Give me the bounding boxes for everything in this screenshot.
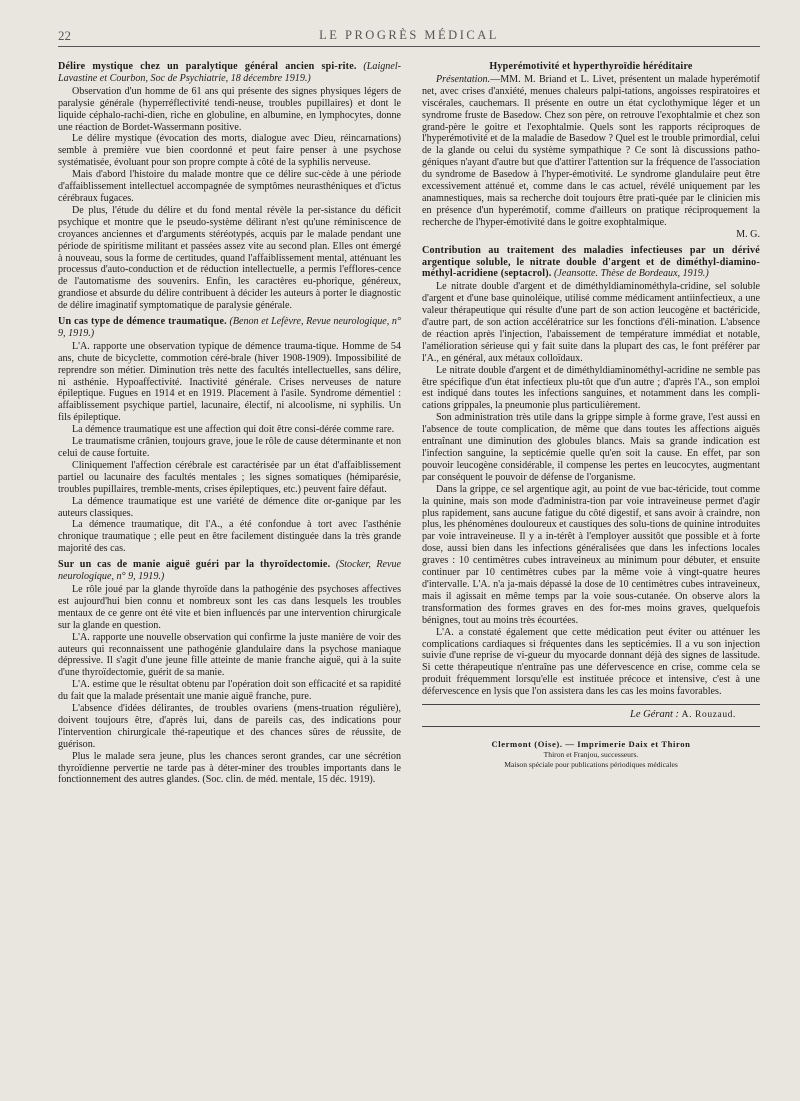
- paragraph: La démence traumatique est une variété de démence dite or-ganique par les auteurs classiques.: [58, 495, 401, 519]
- left-column: [58, 61, 401, 790]
- paragraph: L'absence d'idées délirantes, de troubles ovariens (mens-truation régulière), doivent toujours être, d'après lui, dans de pareils cas, des indications pour l'intervention chirurgicale thé-rapeutique et des chances sûres de réussite, de guérison.: [58, 703, 401, 750]
- paragraph: La démence traumatique est une affection qui doit être consi-dérée comme rare.: [72, 424, 395, 436]
- two-column-body: [58, 61, 760, 790]
- article-heading: [58, 559, 401, 583]
- presentation-label: Présentation.: [436, 73, 491, 85]
- article-manie-aigue: [58, 559, 401, 786]
- running-head: [58, 26, 760, 47]
- paragraph: Plus le malade sera jeune, plus les chances seront grandes, car une sécrétion thyroïdienne pervertie ne tarde pas à déter-miner des troubles importants dans le fonctionnement des autres glandes. (Soc. clin. de méd. mentale, 15 déc. 1919).: [58, 750, 401, 786]
- article-septacrol: [422, 245, 760, 698]
- printer-line: Thiron et Franjou, successeurs.: [543, 749, 639, 759]
- article-title: Contribution au traitement des maladies infectieuses par un dérivé argentique soluble, le nitrate double d'argent et de diméthyl-diamino-méthyl-acridiene (septacrol).: [422, 244, 760, 280]
- printer-line: Clermont (Oise). — Imprimerie Daix et Thiron: [491, 739, 691, 750]
- article-source: (Laignel-Lavastine et Courbon, Soc de Psychiatrie, 18 décembre 1919.): [58, 61, 401, 84]
- paragraph-text: —MM. M. Briand et L. Livet, présentent un malade hyperémotif net, avec crises d'anxiété, menues chaleurs palpi-tations, angoisses respiratoires et viscérales, cauchemars. Il présente en outre un état cyclothymique léger et un syndrome fruste de Basedow. Chez son père, on retrouve l'exophtalmie et chez son grand-père le goitre et l'exophtalmie. Quels sont les rapports réciproques de l'hyperémotivité et de la maladie de Basedow ? Quel est le trouble primordial, celui de la glande ou celui du système sympathique ? Ce sont là discussions patho-géniques n'ayant d'autre but que d'attirer l'attention sur la fréquence de l'association du syndrome de Basedow à l'hyper-émotivité. Le syndrome glandulaire peut être excessivement atténué et, comme dans le cas actuel, révélé uniquement par les anamnestiques, mais sa recherche doit toujours être prati-quée par le clinicien mis en présence d'un hyperémotif, comme d'ailleurs on pratique réciproquement la recherche de l'hyper-émotivité dans le goitre exophtalmique.: [422, 73, 760, 228]
- article-title: Un cas type de démence traumatique.: [58, 316, 227, 328]
- article-title: Sur un cas de manie aiguë guéri par la thyroïdectomie.: [58, 559, 331, 571]
- paragraph: L'A. estime que le résultat obtenu par l'opération doit son efficacité et sa rapidité du fait que la malade présentait une manie aiguë franche, pure.: [58, 679, 401, 703]
- article-heading: [58, 316, 401, 340]
- paragraph: La démence traumatique, dit l'A., a été confondue à tort avec l'asthénie chronique traumatique ; elle peut en être facilement distinguée dans la très grande majorité des cas.: [58, 519, 401, 555]
- article-heading: [422, 245, 760, 281]
- paragraph: Observation d'un homme de 61 ans qui présente des signes physiques légers de paralysie générale (hyperréflectivité tendi-neuse, troubles pupillaires) et dont le liquide céphalo-rachi-dien, riche en globuline, en albumine, en lymphocytes, donne une réaction de Bordet-Wassermann positive.: [58, 85, 401, 133]
- divider: [422, 704, 760, 705]
- article-title: Hyperémotivité et hyperthyroïdie héréditaire: [489, 61, 693, 72]
- journal-title: LE PROGRÈS MÉDICAL: [319, 28, 499, 42]
- printer-line: Maison spéciale pour publications périodiques médicales: [504, 760, 678, 770]
- article-demence-traumatique: [58, 316, 401, 555]
- paragraph: Cliniquement l'affection cérébrale est caractérisée par un état d'affaiblissement partiel ou lacunaire des facultés mentales ; les signes somatiques (hémiparésie, troubles pupillaires, tremble-ments, crises épileptiques, etc.) peuvent faire défaut.: [58, 459, 401, 495]
- paragraph: Le délire mystique (évocation des morts, dialogue avec Dieu, réincarnations) semble à première vue bien coordonné et peut faire penser à une psychose systématisée, évoluant pour son propre compte à côté de la syphilis nerveuse.: [58, 133, 401, 169]
- paragraph: Son administration très utile dans la grippe simple à forme grave, l'est aussi en l'absence de toute complication, de même que dans toutes les affections aiguës entraînant une diminution des globules blancs. Mais sa grande indication est l'infection sanguine, la septicémie quelle qu'en soit la cause. En effet, par son pouvoir leucogène considérable, il compense les pertes en leucocytes, augmentant par conséquent le pouvoir de défense de l'organisme.: [422, 412, 760, 483]
- gerant-label: Le Gérant :: [630, 709, 680, 721]
- printer-imprint: [422, 739, 760, 771]
- article-signature: M. G.: [736, 228, 760, 240]
- paragraph: Le rôle joué par la glande thyroïde dans la pathogénie des psychoses affectives est aujourd'hui bien connu et nombreux sont les cas dans lesquels les troubles mentaux de ce genre ont été vite et bien influencés par une intervention chirurgicale sur la glande en question.: [58, 583, 401, 631]
- paragraph: De plus, l'étude du délire et du fond mental révèle la per-sistance du déficit psychique et montre que le pseudo-système délirant n'est qu'une réminiscence de croyances anciennes et d'arguments stéréotypés, acquis par le malade pendant une période de spiritisme militant et passées assez vite au second plan. Elles ont émergé à nouveau, sous la forme de certitudes, quand l'affaiblissement mental, atténuant les processus d'auto-conduction et de réduction intellectuelle, a permis l'efflores-cence de l'automatisme des souvenirs. Enfin, les caractères eu-phorique, généreux, grandiose et absurde du délire contribuent à décider les auteurs à porter le diagnostic de délire imaginatif symptomatique de paralysie générale.: [58, 204, 401, 312]
- article-source: (Stocker, Revue neurologique, n° 9, 1919.): [58, 559, 401, 583]
- paragraph: Le traumatisme crânien, toujours grave, joue le rôle de cause déterminante et non celui de cause fortuite.: [58, 436, 401, 459]
- paragraph: Le nitrate double d'argent et de diméthyldiaminométhyl-acridine ne semble pas être spécifique d'un état infectieux plu-tôt que d'un autre ; d'après l'A., son emploi est indiqué dans toutes les infections sanguines, et notamment dans les compli-cations grippales, la pneumonie plus particulièrement.: [422, 364, 760, 412]
- paragraph: Dans la grippe, ce sel argentique agit, au point de vue bac-téricide, tout comme la quinine, mais son mode d'administra-tion par voie intraveineuse permet d'agir plus rapidement, sans aucune fatigue du côté digestif, et sans avoir à craindre, non plus, les phénomènes douloureux et caustiques des solu-tions de quinine introduites par voie intraveineuse. Il y a in-térêt à l'employer aussitôt que possible et à forte dose, aussi bien dans les infections généralisées que dans les infections locales graves : 10 centimètres cubes intraveineux au minimum pour débuter, et ensuite continuer par 10 centimètres cubes par la même voie à vingt-quatre heures d'intervalle. L'A. n'a ja-mais dépassé la dose de 10 centimètres cubes intraveineux, mais il agissait en même temps par la voie sous-cutanée. On observe alors la transformation des formes graves en des for-mes moins graves, quelquefois bénignes, tout au moins très écourtées.: [422, 483, 760, 626]
- article-title: Délire mystique chez un paralytique général ancien spi-rite.: [58, 61, 357, 72]
- paragraph: L'A. a constaté également que cette médication peut éviter ou atténuer les complications cardiaques si fréquentes dans les septicémies. Il a vu son injection suivie d'une reprise de vi-gueur du myocarde donnant déjà des signes de lassitude. Si cette thérapeutique n'entraîne pas une défervescence en crise, comme cela se produit fréquemment lorsqu'elle est instituée précoce et intensive, c'est à une défervescence en lysis que l'on assistera dans les cas les moins favorables.: [422, 626, 760, 698]
- article-delire-mystique: [58, 61, 401, 312]
- article-source: (Jeansotte. Thèse de Bordeaux, 1919.): [554, 268, 709, 280]
- gerant-line: [422, 709, 760, 720]
- article-hyperemotivite: [422, 61, 760, 241]
- article-heading: [422, 61, 760, 73]
- divider: [422, 726, 760, 727]
- paragraph: L'A. rapporte une observation typique de démence trauma-tique. Homme de 54 ans, chute de bicyclette, commotion céré-brale (hiver 1908-1909). Impossibilité de reprendre son métier. Diminution très nette des facultés intellectuelles, sans délire, ni asthénie. Hypoaffectivité. Inactivité générale. Crises nerveuses de nature épileptique. Fugues en 1914 et en 1919. Placement à l'asile. Syndrome démentiel : affaiblissement psychique partiel, lacunaire, électif, ni alcoolisme, ni syphilis. Un fils épileptique.: [58, 340, 401, 424]
- right-column: [422, 61, 760, 790]
- article-source: (Benon et Lefèvre, Revue neurologique, n° 9, 1919.): [58, 316, 401, 339]
- paragraph: L'A. rapporte une nouvelle observation qui confirme la juste manière de voir des auteurs qui reconnaissent une pathogénie glandulaire dans la psychose maniaque dépressive. Il s'agit d'une jeune fille atteinte de manie franche aiguë, qui à la suite d'une thyroïdectomie, guérit de sa manie.: [58, 631, 401, 679]
- paragraph: Mais d'abord l'histoire du malade montre que ce délire suc-cède à une période d'affaiblissement intellectuel accompagnée de symptômes neurasthéniques et d'ictus cérébraux fugaces.: [58, 169, 401, 204]
- paragraph: Le nitrate double d'argent et de diméthyldiaminométhyla-cridine, sel soluble d'argent et d'une base quinoléique, utilisé comme médicament antiinfectieux, a une valeur thérapeutique qui résulte d'une part de son action leucogène et bactéricide, d'autre part, de son action accélératrice sur les fonctions d'éli-mination. L'absence de réaction après l'injection, l'abaissement de température immédiat et notable, l'amélioration sérieuse qui y fait suite dans la plupart des cas, le font préférer par l'A., en général, aux métaux colloïdaux.: [422, 281, 760, 364]
- paragraph: [422, 74, 760, 229]
- article-heading: [58, 61, 401, 85]
- gerant-name: A. Rouzaud.: [681, 710, 736, 721]
- page-number: 22: [58, 28, 71, 43]
